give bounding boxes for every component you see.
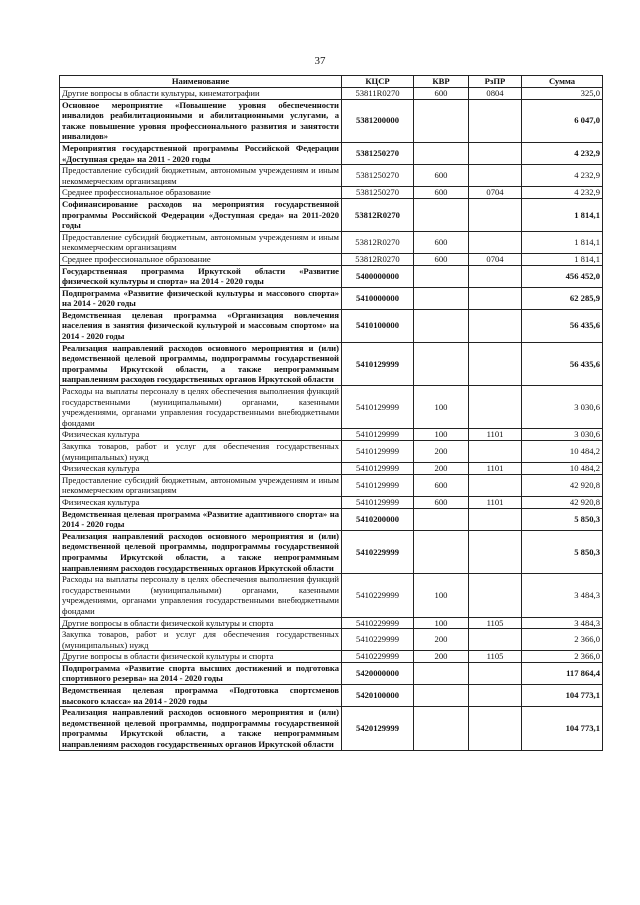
header-rzpr: РзПР [469, 76, 522, 88]
row-kcsr-cell: 5410129999 [342, 474, 414, 496]
row-sum-cell: 1 814,1 [522, 253, 603, 265]
row-kvr-cell: 100 [414, 386, 469, 429]
row-name-cell: Закупка товаров, работ и услуг для обеспечения государственных (муниципальных) нужд [60, 441, 342, 463]
row-kvr-cell [414, 265, 469, 287]
table-row [60, 386, 603, 429]
row-rzpr-cell [469, 386, 522, 429]
table-row [60, 685, 603, 707]
row-sum-cell: 1 814,1 [522, 231, 603, 253]
row-kvr-cell: 600 [414, 253, 469, 265]
row-kvr-cell [414, 198, 469, 231]
row-kcsr-cell: 53812R0270 [342, 253, 414, 265]
table-header-row [60, 76, 603, 88]
row-kvr-cell [414, 530, 469, 573]
row-rzpr-cell [469, 287, 522, 309]
row-rzpr-cell [469, 165, 522, 187]
table-row [60, 165, 603, 187]
row-rzpr-cell: 1101 [469, 496, 522, 508]
row-kcsr-cell: 5410100000 [342, 309, 414, 342]
row-kcsr-cell: 53812R0270 [342, 231, 414, 253]
row-sum-cell: 4 232,9 [522, 187, 603, 199]
table-row [60, 88, 603, 100]
table-body [60, 88, 603, 751]
table-row [60, 309, 603, 342]
row-kcsr-cell: 5381250270 [342, 142, 414, 164]
row-sum-cell: 10 484,2 [522, 441, 603, 463]
row-name-cell: Предоставление субсидий бюджетным, автономным учреждениям и иным некоммерческим организациям [60, 231, 342, 253]
row-rzpr-cell: 1105 [469, 651, 522, 663]
row-rzpr-cell [469, 99, 522, 142]
row-kvr-cell: 100 [414, 574, 469, 617]
row-rzpr-cell [469, 629, 522, 651]
row-name-cell: Реализация направлений расходов основного мероприятия и (или) ведомственной целевой программы, подпрограммы государственной программы Иркутской области, а также непрограммным направлениям расходов государственных органов Иркутской области [60, 707, 342, 750]
row-kvr-cell: 600 [414, 88, 469, 100]
row-kvr-cell [414, 287, 469, 309]
table-row [60, 142, 603, 164]
table-row [60, 463, 603, 475]
row-rzpr-cell [469, 342, 522, 385]
row-kvr-cell: 600 [414, 231, 469, 253]
row-sum-cell: 456 452,0 [522, 265, 603, 287]
table-row [60, 187, 603, 199]
row-name-cell: Мероприятия государственной программы Российской Федерации «Доступная среда» на 2011 - 2020 годы [60, 142, 342, 164]
row-name-cell: Реализация направлений расходов основного мероприятия и (или) ведомственной целевой программы, подпрограммы государственной программы Иркутской области, а также непрограммным направлениям расходов государственных органов Иркутской области [60, 342, 342, 385]
table-row [60, 707, 603, 750]
row-kvr-cell [414, 707, 469, 750]
header-kcsr: КЦСР [342, 76, 414, 88]
row-rzpr-cell [469, 265, 522, 287]
table-row [60, 287, 603, 309]
table-row [60, 651, 603, 663]
row-kcsr-cell: 5420000000 [342, 662, 414, 684]
row-rzpr-cell [469, 441, 522, 463]
row-name-cell: Среднее профессиональное образование [60, 253, 342, 265]
row-name-cell: Другие вопросы в области культуры, кинематографии [60, 88, 342, 100]
row-sum-cell: 4 232,9 [522, 165, 603, 187]
budget-table [59, 75, 603, 751]
table-row [60, 629, 603, 651]
row-name-cell: Предоставление субсидий бюджетным, автономным учреждениям и иным некоммерческим организациям [60, 165, 342, 187]
row-kvr-cell [414, 99, 469, 142]
table-row [60, 99, 603, 142]
table-row [60, 474, 603, 496]
row-name-cell: Другие вопросы в области физической культуры и спорта [60, 617, 342, 629]
table-row [60, 441, 603, 463]
row-sum-cell: 3 030,6 [522, 429, 603, 441]
row-kcsr-cell: 5410229999 [342, 651, 414, 663]
row-rzpr-cell: 0704 [469, 187, 522, 199]
row-kvr-cell [414, 508, 469, 530]
table-row [60, 617, 603, 629]
row-sum-cell: 56 435,6 [522, 342, 603, 385]
row-name-cell: Расходы на выплаты персоналу в целях обеспечения выполнения функций государственными (муниципальными) органами, казенными учреждениями, органами управления государственными внебюджетными фондами [60, 386, 342, 429]
row-kvr-cell: 600 [414, 496, 469, 508]
row-sum-cell: 42 920,8 [522, 496, 603, 508]
row-sum-cell: 6 047,0 [522, 99, 603, 142]
row-kvr-cell: 200 [414, 463, 469, 475]
row-name-cell: Реализация направлений расходов основного мероприятия и (или) ведомственной целевой программы, подпрограммы государственной программы Иркутской области, а также непрограммным направлениям расходов государственных органов Иркутской области [60, 530, 342, 573]
row-name-cell: Расходы на выплаты персоналу в целях обеспечения выполнения функций государственными (муниципальными) органами, казенными учреждениями, органами управления государственными внебюджетными фондами [60, 574, 342, 617]
row-kvr-cell: 600 [414, 165, 469, 187]
table-row [60, 198, 603, 231]
row-sum-cell: 42 920,8 [522, 474, 603, 496]
row-sum-cell: 117 864,4 [522, 662, 603, 684]
table-row [60, 342, 603, 385]
table-row [60, 265, 603, 287]
row-kvr-cell: 200 [414, 651, 469, 663]
row-name-cell: Физическая культура [60, 429, 342, 441]
row-name-cell: Подпрограмма «Развитие физической культуры и массового спорта» на 2014 - 2020 годы [60, 287, 342, 309]
row-rzpr-cell [469, 474, 522, 496]
row-kcsr-cell: 5381250270 [342, 165, 414, 187]
row-rzpr-cell: 1101 [469, 463, 522, 475]
row-name-cell: Софинансирование расходов на мероприятия государственной программы Российской Федерации «Доступная среда» на 2011-2020 годы [60, 198, 342, 231]
row-kcsr-cell: 5410229999 [342, 574, 414, 617]
row-kvr-cell [414, 309, 469, 342]
row-kcsr-cell: 5410129999 [342, 441, 414, 463]
row-kvr-cell [414, 342, 469, 385]
row-name-cell: Основное мероприятие «Повышение уровня обеспеченности инвалидов реабилитационными и абилитационными услугами, а также повышение уровня профессионального развития и занятости инвалидов» [60, 99, 342, 142]
row-sum-cell: 325,0 [522, 88, 603, 100]
row-rzpr-cell [469, 530, 522, 573]
row-kcsr-cell: 5410129999 [342, 429, 414, 441]
row-kvr-cell [414, 685, 469, 707]
row-kcsr-cell: 5410229999 [342, 629, 414, 651]
row-sum-cell: 104 773,1 [522, 685, 603, 707]
row-rzpr-cell [469, 198, 522, 231]
row-sum-cell: 5 850,3 [522, 530, 603, 573]
row-kcsr-cell: 5410200000 [342, 508, 414, 530]
row-sum-cell: 4 232,9 [522, 142, 603, 164]
row-rzpr-cell: 0804 [469, 88, 522, 100]
row-kcsr-cell: 53812R0270 [342, 198, 414, 231]
row-kvr-cell: 200 [414, 441, 469, 463]
row-kcsr-cell: 5410229999 [342, 530, 414, 573]
table-row [60, 574, 603, 617]
row-name-cell: Среднее профессиональное образование [60, 187, 342, 199]
row-name-cell: Физическая культура [60, 463, 342, 475]
row-kcsr-cell: 5410129999 [342, 386, 414, 429]
table-row [60, 496, 603, 508]
row-name-cell: Другие вопросы в области физической культуры и спорта [60, 651, 342, 663]
row-kcsr-cell: 5420100000 [342, 685, 414, 707]
table-row [60, 530, 603, 573]
table-row [60, 231, 603, 253]
row-rzpr-cell: 0704 [469, 253, 522, 265]
row-rzpr-cell: 1101 [469, 429, 522, 441]
row-kvr-cell [414, 662, 469, 684]
row-kcsr-cell: 5381200000 [342, 99, 414, 142]
row-sum-cell: 2 366,0 [522, 629, 603, 651]
row-rzpr-cell [469, 309, 522, 342]
row-rzpr-cell [469, 685, 522, 707]
row-kcsr-cell: 5410129999 [342, 463, 414, 475]
row-name-cell: Физическая культура [60, 496, 342, 508]
row-kvr-cell: 100 [414, 429, 469, 441]
row-sum-cell: 2 366,0 [522, 651, 603, 663]
row-name-cell: Государственная программа Иркутской области «Развитие физической культуры и спорта» на 2014 - 2020 годы [60, 265, 342, 287]
row-rzpr-cell [469, 707, 522, 750]
row-name-cell: Подпрограмма «Развитие спорта высших достижений и подготовка спортивного резерва» на 2014 - 2020 годы [60, 662, 342, 684]
row-sum-cell: 10 484,2 [522, 463, 603, 475]
row-kvr-cell: 600 [414, 474, 469, 496]
row-kcsr-cell: 5420129999 [342, 707, 414, 750]
row-rzpr-cell: 1105 [469, 617, 522, 629]
row-kcsr-cell: 5410000000 [342, 287, 414, 309]
row-sum-cell: 104 773,1 [522, 707, 603, 750]
row-name-cell: Ведомственная целевая программа «Развитие адаптивного спорта» на 2014 - 2020 годы [60, 508, 342, 530]
page-number: 37 [314, 55, 326, 67]
row-rzpr-cell [469, 574, 522, 617]
row-name-cell: Ведомственная целевая программа «Организация вовлечения населения в занятия физической культурой и массовым спортом» на 2014 - 2020 годы [60, 309, 342, 342]
header-name: Наименование [60, 76, 342, 88]
row-sum-cell: 3 484,3 [522, 574, 603, 617]
row-name-cell: Закупка товаров, работ и услуг для обеспечения государственных (муниципальных) нужд [60, 629, 342, 651]
row-sum-cell: 62 285,9 [522, 287, 603, 309]
row-sum-cell: 3 030,6 [522, 386, 603, 429]
row-kvr-cell: 200 [414, 629, 469, 651]
row-rzpr-cell [469, 662, 522, 684]
row-kvr-cell [414, 142, 469, 164]
table-row [60, 508, 603, 530]
row-rzpr-cell [469, 142, 522, 164]
row-kcsr-cell: 53811R0270 [342, 88, 414, 100]
row-kcsr-cell: 5381250270 [342, 187, 414, 199]
table-row [60, 429, 603, 441]
row-rzpr-cell [469, 508, 522, 530]
row-kcsr-cell: 5410229999 [342, 617, 414, 629]
row-sum-cell: 5 850,3 [522, 508, 603, 530]
row-name-cell: Предоставление субсидий бюджетным, автономным учреждениям и иным некоммерческим организациям [60, 474, 342, 496]
row-sum-cell: 3 484,3 [522, 617, 603, 629]
table-row [60, 662, 603, 684]
row-name-cell: Ведомственная целевая программа «Подготовка спортсменов высокого класса» на 2014 - 2020 годы [60, 685, 342, 707]
row-rzpr-cell [469, 231, 522, 253]
row-kvr-cell: 600 [414, 187, 469, 199]
header-kvr: КВР [414, 76, 469, 88]
table-row [60, 253, 603, 265]
row-kcsr-cell: 5400000000 [342, 265, 414, 287]
row-sum-cell: 1 814,1 [522, 198, 603, 231]
row-kcsr-cell: 5410129999 [342, 496, 414, 508]
row-sum-cell: 56 435,6 [522, 309, 603, 342]
row-kvr-cell: 100 [414, 617, 469, 629]
row-kcsr-cell: 5410129999 [342, 342, 414, 385]
header-sum: Сумма [522, 76, 603, 88]
